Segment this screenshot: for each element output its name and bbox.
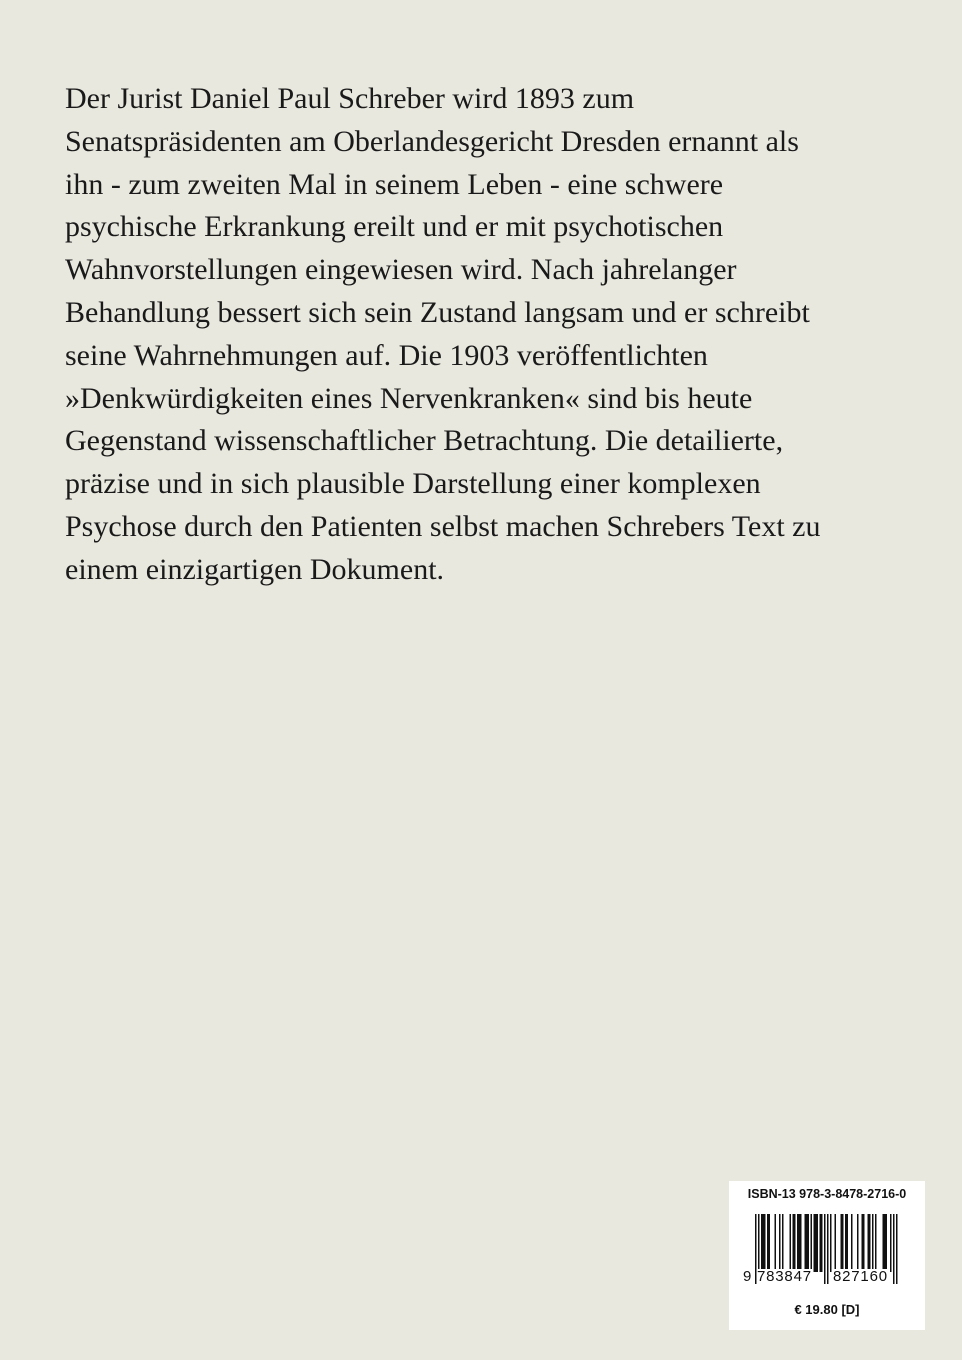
barcode-bar [811,1214,813,1272]
barcode-bar [841,1214,843,1272]
barcode-box [729,1181,925,1330]
barcode-right-digits: 827160 [833,1268,888,1285]
barcode-bar [764,1214,766,1272]
isbn-label: ISBN-13 978-3-8478-2716-0 [747,1187,907,1201]
barcode-bar [845,1214,847,1272]
barcode-bar [769,1214,771,1272]
barcode-bar [820,1214,822,1272]
blurb-text [65,78,895,592]
barcode-guard-bar [827,1214,829,1284]
barcode-bar [863,1214,865,1272]
barcode-bar [862,1214,864,1272]
barcode-bar [857,1214,859,1272]
barcode-bar [883,1214,885,1272]
barcode-bar [869,1214,871,1272]
blurb-line: Behandlung bessert sich sein Zustand langsam und er schreibt [65,295,810,329]
barcode-bar [794,1214,796,1272]
barcode-bar [779,1214,781,1272]
barcode-bar [830,1214,832,1272]
blurb-line: seine Wahrnehmungen auf. Die 1903 veröffentlichten [65,338,708,372]
blurb-line: psychische Erkrankung ereilt und er mit psychotischen [65,210,724,244]
barcode-bar [821,1214,823,1272]
barcode-bar [835,1214,837,1272]
barcode-bar [875,1214,877,1272]
barcode-guard-bar [896,1214,898,1284]
barcode-bar [805,1214,807,1272]
barcode-bar [799,1214,801,1272]
barcode-bar [890,1214,892,1272]
barcode-bar [884,1214,886,1272]
barcode-bar [808,1214,810,1272]
barcode-bar [842,1214,844,1272]
barcode-bar [793,1214,795,1272]
barcode-guard-bar [824,1214,826,1284]
blurb-line: ihn - zum zweiten Mal in seinem Leben - eine schwere [65,167,724,201]
blurb-line: Psychose durch den Patienten selbst machen Schrebers Text zu [65,509,821,543]
barcode-bar [851,1214,853,1272]
barcode-bar [817,1214,819,1272]
barcode-first-digit: 9 [743,1268,752,1285]
blurb-line: einem einzigartigen Dokument. [65,552,445,586]
blurb-line: Gegenstand wissenschaftlicher Betrachtung. Die detailierte, [65,424,784,458]
barcode-bar [886,1214,888,1272]
barcode-bar [790,1214,792,1272]
blurb-line: Der Jurist Daniel Paul Schreber wird 1893 zum [65,82,635,115]
barcode-bar [847,1214,849,1272]
barcode-bar [814,1214,816,1272]
barcode-bar [767,1214,769,1272]
blurb-line: Senatspräsidenten am Oberlandesgericht Dresden ernannt als [65,124,799,158]
barcode-guard-bar [893,1214,895,1284]
barcode-bar [775,1214,777,1272]
barcode-bar [761,1214,763,1272]
blurb-line: Wahnvorstellungen eingewiesen wird. Nach jahrelanger [65,253,737,287]
barcode-bar [763,1214,765,1272]
barcode-bar [797,1214,799,1272]
barcode-bar [806,1214,808,1272]
barcode-bar [782,1214,784,1272]
barcode-bar [868,1214,870,1272]
barcode-bar [815,1214,817,1272]
barcode-bar [800,1214,802,1272]
blurb-line: »Denkwürdigkeiten eines Nervenkranken« sind bis heute [65,381,753,415]
price-label: € 19.80 [D] [794,1302,860,1317]
barcode-left-digits: 783847 [757,1268,812,1285]
barcode-bar [872,1214,874,1272]
blurb-line: präzise und in sich plausible Darstellung einer komplexen [65,467,761,501]
